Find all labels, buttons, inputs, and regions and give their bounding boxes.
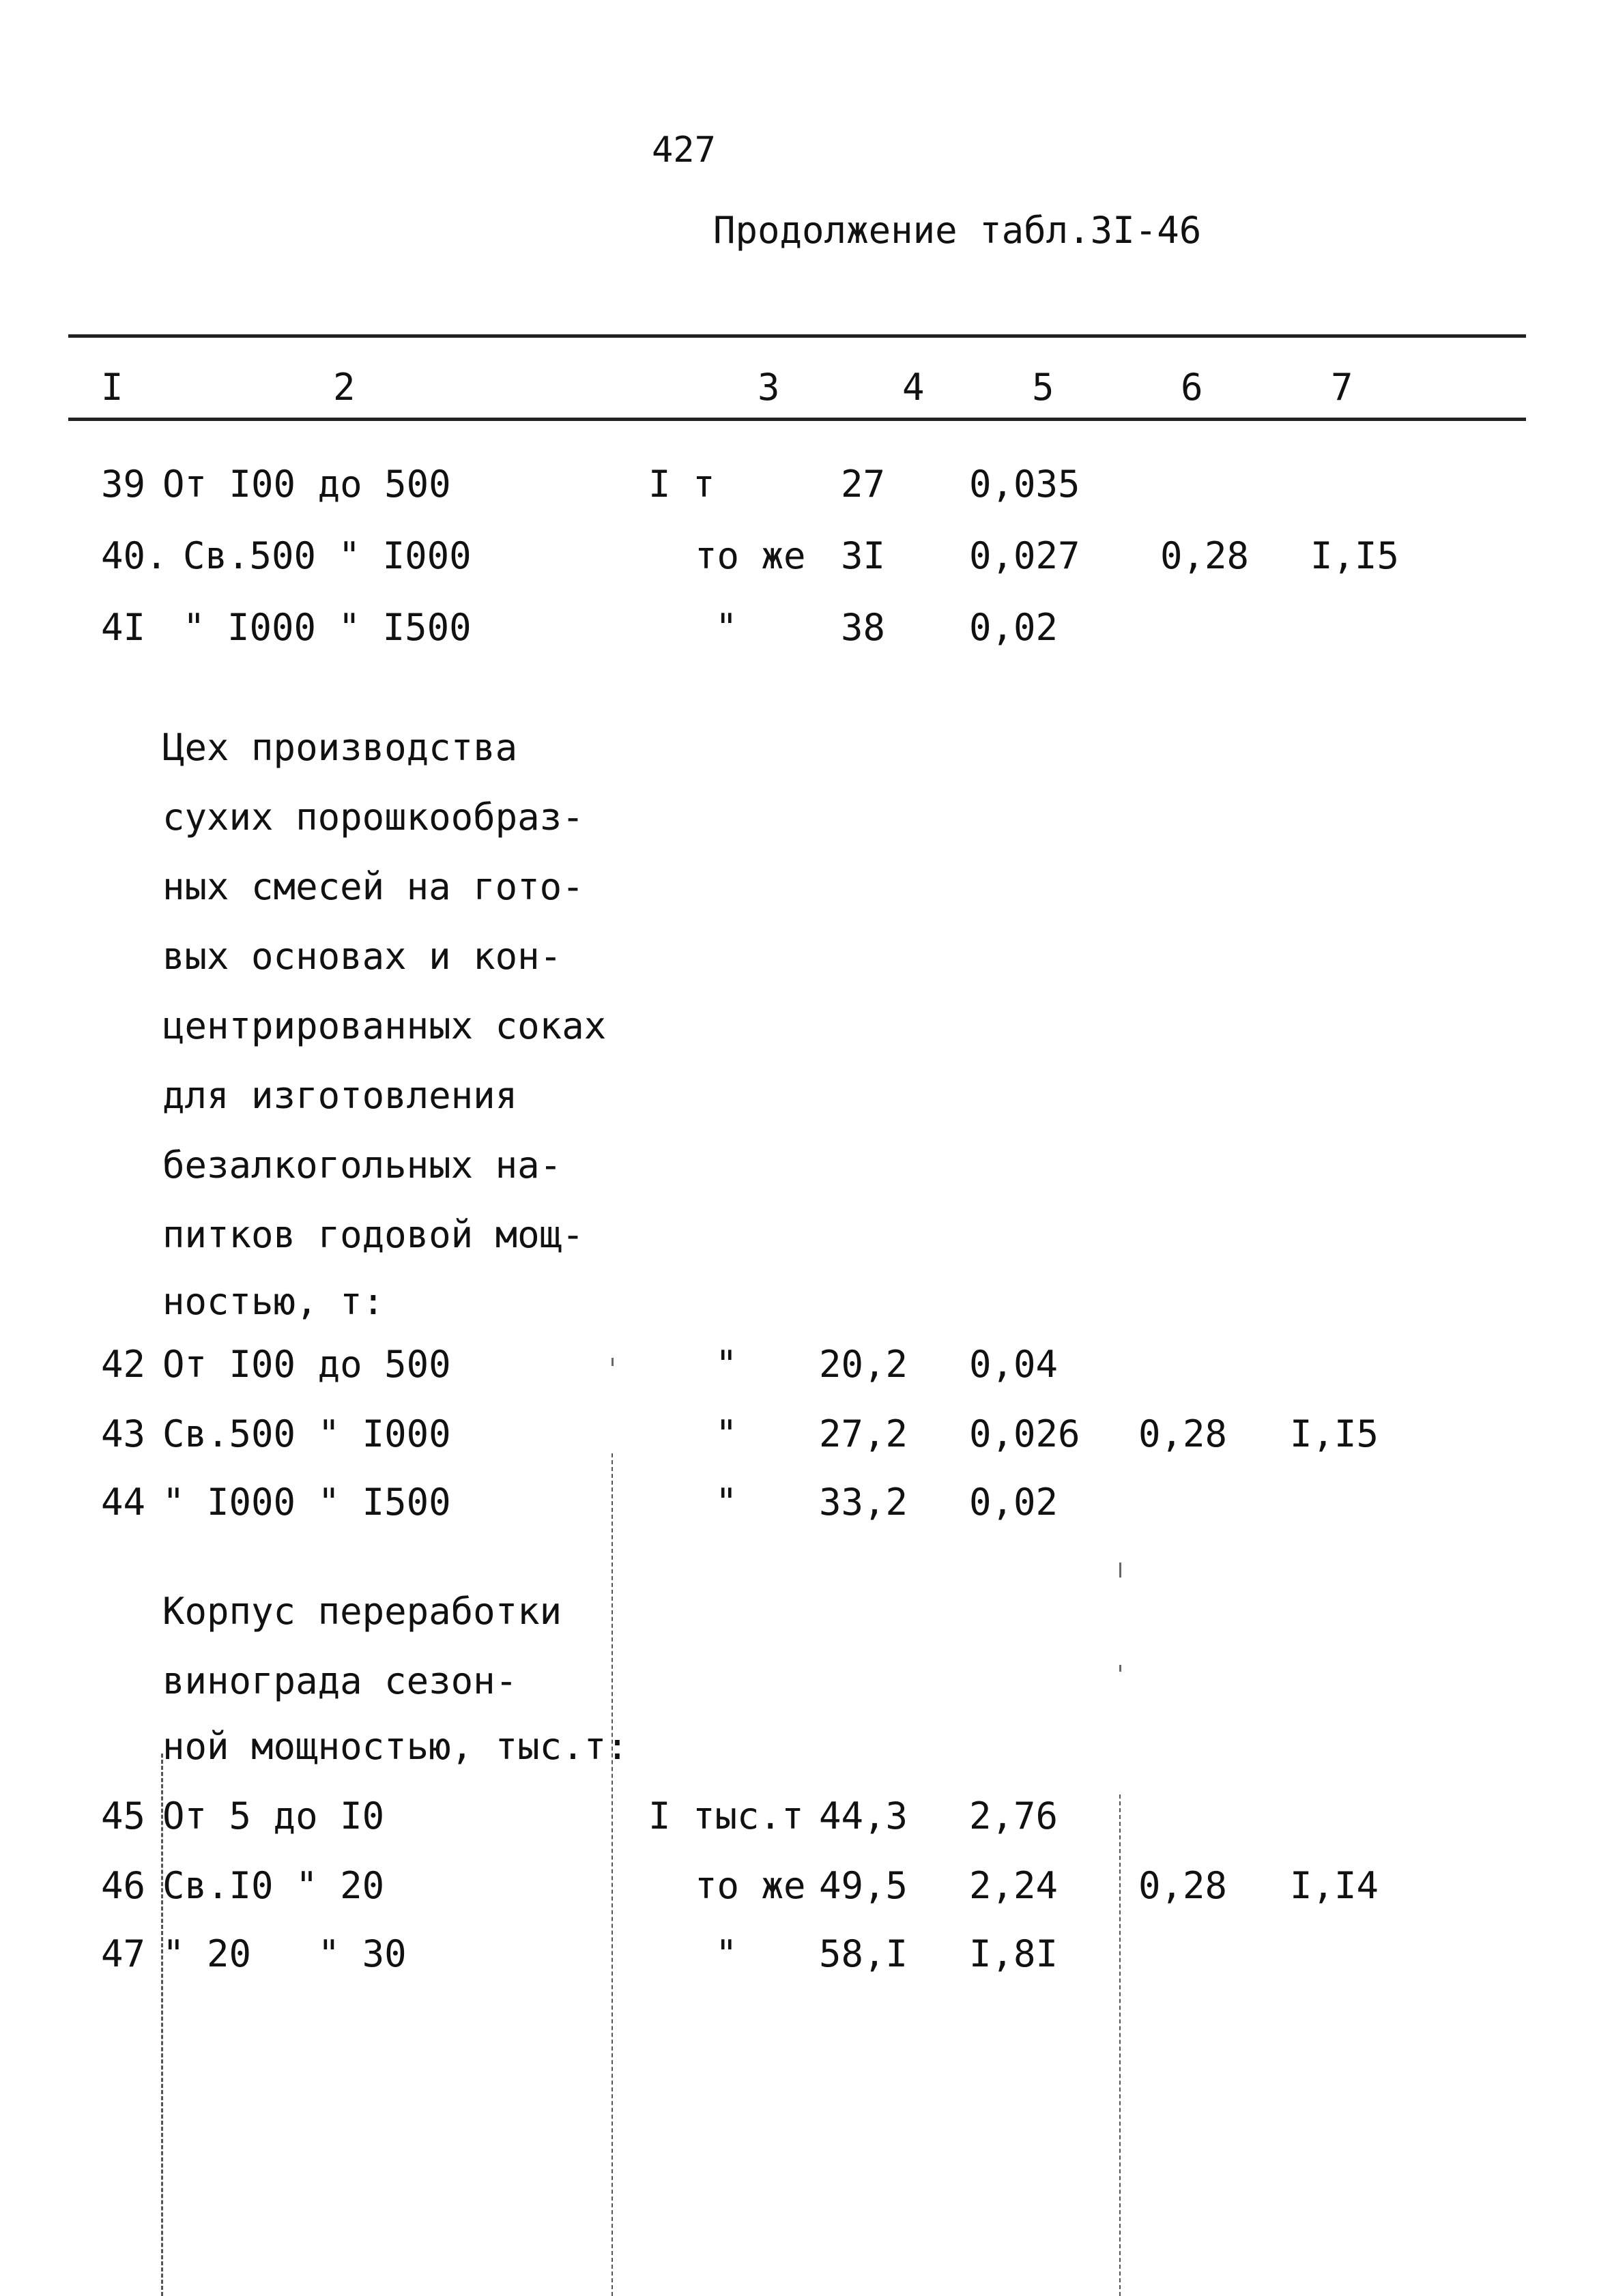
row-unit: "	[715, 1481, 738, 1524]
scan-mark	[1119, 1665, 1121, 1672]
section-line: Корпус переработки	[162, 1590, 562, 1633]
row-col4: 27,2	[819, 1412, 908, 1455]
row-col5: 0,035	[969, 463, 1080, 506]
row-col4: 49,5	[819, 1864, 908, 1907]
row-col5: 0,02	[969, 1481, 1059, 1524]
col-header-7: 7	[1331, 366, 1353, 409]
row-name: От 5 до I0	[162, 1794, 385, 1837]
row-number: 40.	[101, 534, 168, 577]
row-unit: то же	[695, 534, 806, 577]
row-name: Св.I0 " 20	[162, 1864, 385, 1907]
row-col5: 0,02	[969, 606, 1059, 649]
row-col5: 0,027	[969, 534, 1080, 577]
section-line: безалкогольных на-	[162, 1144, 562, 1187]
row-name: " 20 " 30	[162, 1932, 407, 1975]
row-col4: 33,2	[819, 1481, 908, 1524]
row-number: 39	[101, 463, 146, 506]
column-guide-line	[161, 1754, 163, 2296]
row-col5: 0,04	[969, 1343, 1059, 1386]
row-number: 44	[101, 1481, 146, 1524]
table-top-rule	[68, 334, 1526, 338]
row-col7: I,I5	[1310, 534, 1400, 577]
section-line: ных смесей на гото-	[162, 865, 584, 908]
row-col4: 38	[841, 606, 886, 649]
row-number: 47	[101, 1932, 146, 1975]
col-header-5: 5	[1032, 366, 1054, 409]
section-line: ностью, т:	[162, 1280, 385, 1323]
row-unit: "	[715, 1412, 738, 1455]
col-header-2: 2	[333, 366, 356, 409]
section-line: ной мощностью, тыс.т:	[162, 1725, 629, 1768]
row-name: Св.500 " I000	[183, 534, 472, 577]
row-col4: 3I	[841, 534, 886, 577]
scan-mark	[611, 1358, 614, 1366]
scan-mark	[1119, 1563, 1121, 1578]
section-line: сухих порошкообраз-	[162, 796, 584, 839]
row-unit: "	[715, 606, 738, 649]
row-col7: I,I5	[1290, 1412, 1379, 1455]
row-name: " I000 " I500	[162, 1481, 451, 1524]
row-unit: "	[715, 1343, 738, 1386]
column-guide-line	[611, 1453, 613, 2296]
row-name: От I00 до 500	[162, 463, 451, 506]
row-name: Св.500 " I000	[162, 1412, 451, 1455]
table-header-rule	[68, 418, 1526, 421]
col-header-1: I	[101, 366, 124, 409]
row-col5: I,8I	[969, 1932, 1059, 1975]
page-number: 427	[652, 130, 716, 171]
row-unit: то же	[695, 1864, 806, 1907]
section-line: вых основах и кон-	[162, 935, 562, 978]
row-col5: 0,026	[969, 1412, 1080, 1455]
col-header-6: 6	[1181, 366, 1203, 409]
section-line: для изготовления	[162, 1074, 518, 1117]
row-unit: I т	[648, 463, 715, 506]
row-unit: I тыс.т	[648, 1794, 804, 1837]
row-number: 4I	[101, 606, 146, 649]
row-col4: 44,3	[819, 1794, 908, 1837]
row-name: " I000 " I500	[183, 606, 472, 649]
row-unit: "	[715, 1932, 738, 1975]
row-col6: 0,28	[1160, 534, 1250, 577]
row-col4: 27	[841, 463, 886, 506]
section-line: центрированных соках	[162, 1004, 607, 1047]
col-header-3: 3	[758, 366, 780, 409]
row-name: От I00 до 500	[162, 1343, 451, 1386]
col-header-4: 4	[902, 366, 925, 409]
row-col5: 2,76	[969, 1794, 1059, 1837]
row-col7: I,I4	[1290, 1864, 1379, 1907]
section-line: питков годовой мощ-	[162, 1213, 584, 1256]
continuation-title: Продолжение табл.3I-46	[713, 209, 1202, 252]
section-line: винограда сезон-	[162, 1659, 518, 1702]
row-col4: 58,I	[819, 1932, 908, 1975]
row-col6: 0,28	[1138, 1412, 1228, 1455]
column-guide-line	[1119, 1794, 1121, 2296]
section-line: Цех производства	[162, 726, 518, 769]
row-number: 42	[101, 1343, 146, 1386]
row-col5: 2,24	[969, 1864, 1059, 1907]
row-number: 43	[101, 1412, 146, 1455]
row-col6: 0,28	[1138, 1864, 1228, 1907]
row-col4: 20,2	[819, 1343, 908, 1386]
row-number: 46	[101, 1864, 146, 1907]
row-number: 45	[101, 1794, 146, 1837]
